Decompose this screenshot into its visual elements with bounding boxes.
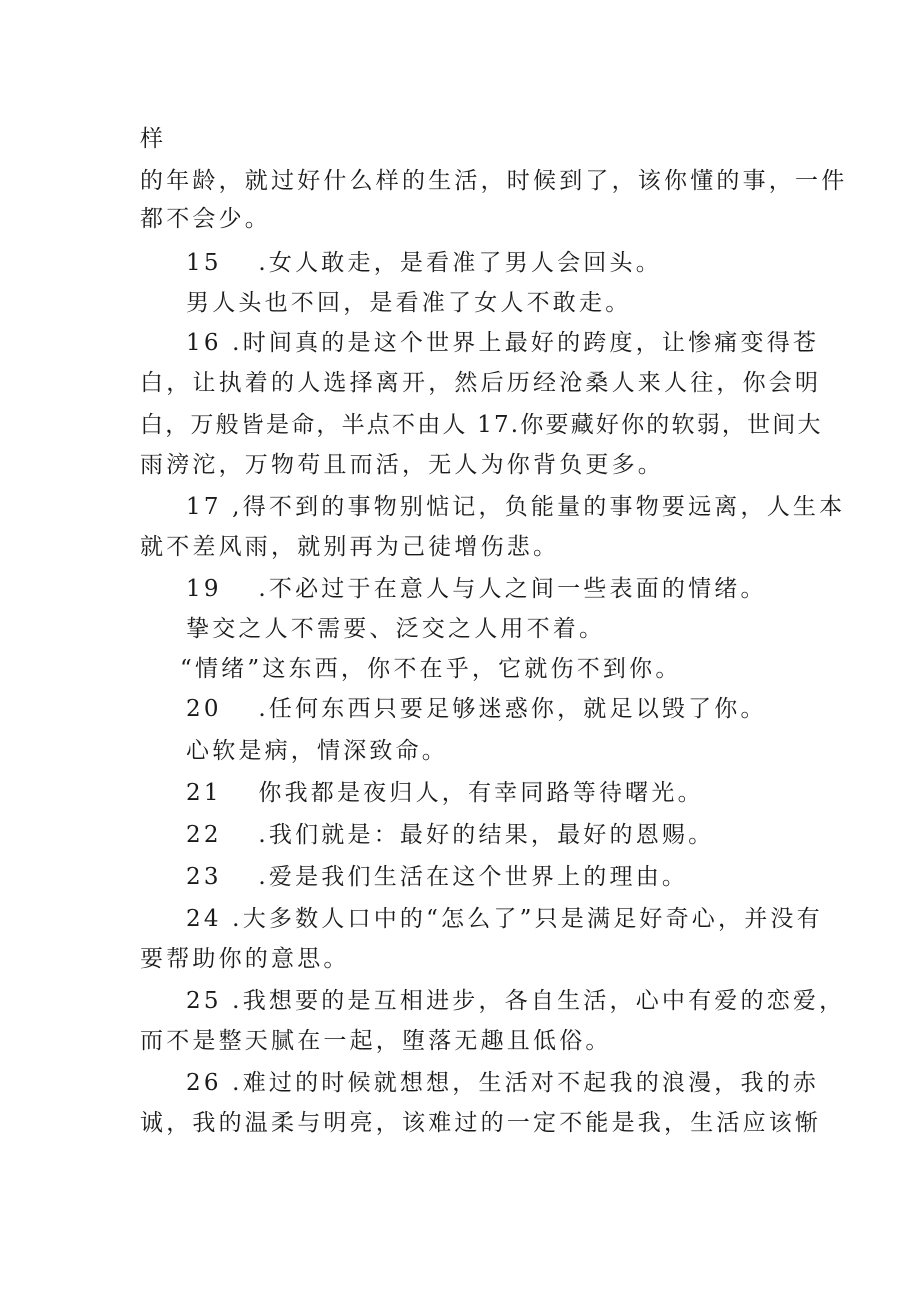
text-line-9: 雨滂沱，万物苟且而活，无人为你背负更多。 <box>140 452 664 478</box>
text-line-11: 就不差风雨，就别再为己徒增伤悲。 <box>140 534 560 560</box>
text-line-19: 23 .爱是我们生活在这个世界上的理由。 <box>186 864 689 890</box>
text-line-5: 男人头也不回，是看准了女人不敢走。 <box>186 290 632 316</box>
text-line-23: 而不是整天腻在一起，堕落无趣且低俗。 <box>140 1028 612 1054</box>
text-line-3: 都不会少。 <box>140 206 271 232</box>
text-line-12: 19 .不必过于在意人与人之间一些表面的情绪。 <box>186 576 767 602</box>
text-line-10: 17 ,得不到的事物别惦记，负能量的事物要远离，人生本 <box>186 494 846 520</box>
text-line-17: 21 你我都是夜归人，有幸同路等待曙光。 <box>186 780 704 806</box>
text-line-7: 白，让执着的人选择离开，然后历经沧桑人来人往，你会明 <box>140 370 822 396</box>
text-line-16: 心软是病，情深致命。 <box>186 738 448 764</box>
text-line-2: 的年龄，就过好什么样的生活，时候到了，该你懂的事，一件 <box>140 168 848 194</box>
text-line-15: 20 .任何东西只要足够迷惑你，就足以毁了你。 <box>186 696 767 722</box>
text-line-20: 24 .大多数人口中的“怎么了”只是满足好奇心，并没有 <box>186 906 823 932</box>
text-line-22: 25 .我想要的是互相进步，各自生活，心中有爱的恋爱， <box>186 988 846 1014</box>
text-line-25: 诚，我的温柔与明亮，该难过的一定不能是我，生活应该惭 <box>140 1110 822 1136</box>
text-line-8: 白，万般皆是命，半点不由人 17.你要藏好你的软弱，世间大 <box>140 412 823 438</box>
text-line-18: 22 .我们就是：最好的结果，最好的恩赐。 <box>186 822 715 848</box>
text-line-1: 样 <box>140 126 167 152</box>
text-line-21: 要帮助你的意思。 <box>140 946 350 972</box>
text-line-6: 16 .时间真的是这个世界上最好的跨度，让惨痛变得苍 <box>186 330 820 356</box>
text-line-14: “情绪”这东西，你不在乎，它就伤不到你。 <box>180 656 682 682</box>
text-line-4: 15 .女人敢走，是看准了男人会回头。 <box>186 250 662 276</box>
text-line-24: 26 .难过的时候就想想，生活对不起我的浪漫，我的赤 <box>186 1070 820 1096</box>
text-line-13: 挚交之人不需要、泛交之人用不着。 <box>186 616 606 642</box>
